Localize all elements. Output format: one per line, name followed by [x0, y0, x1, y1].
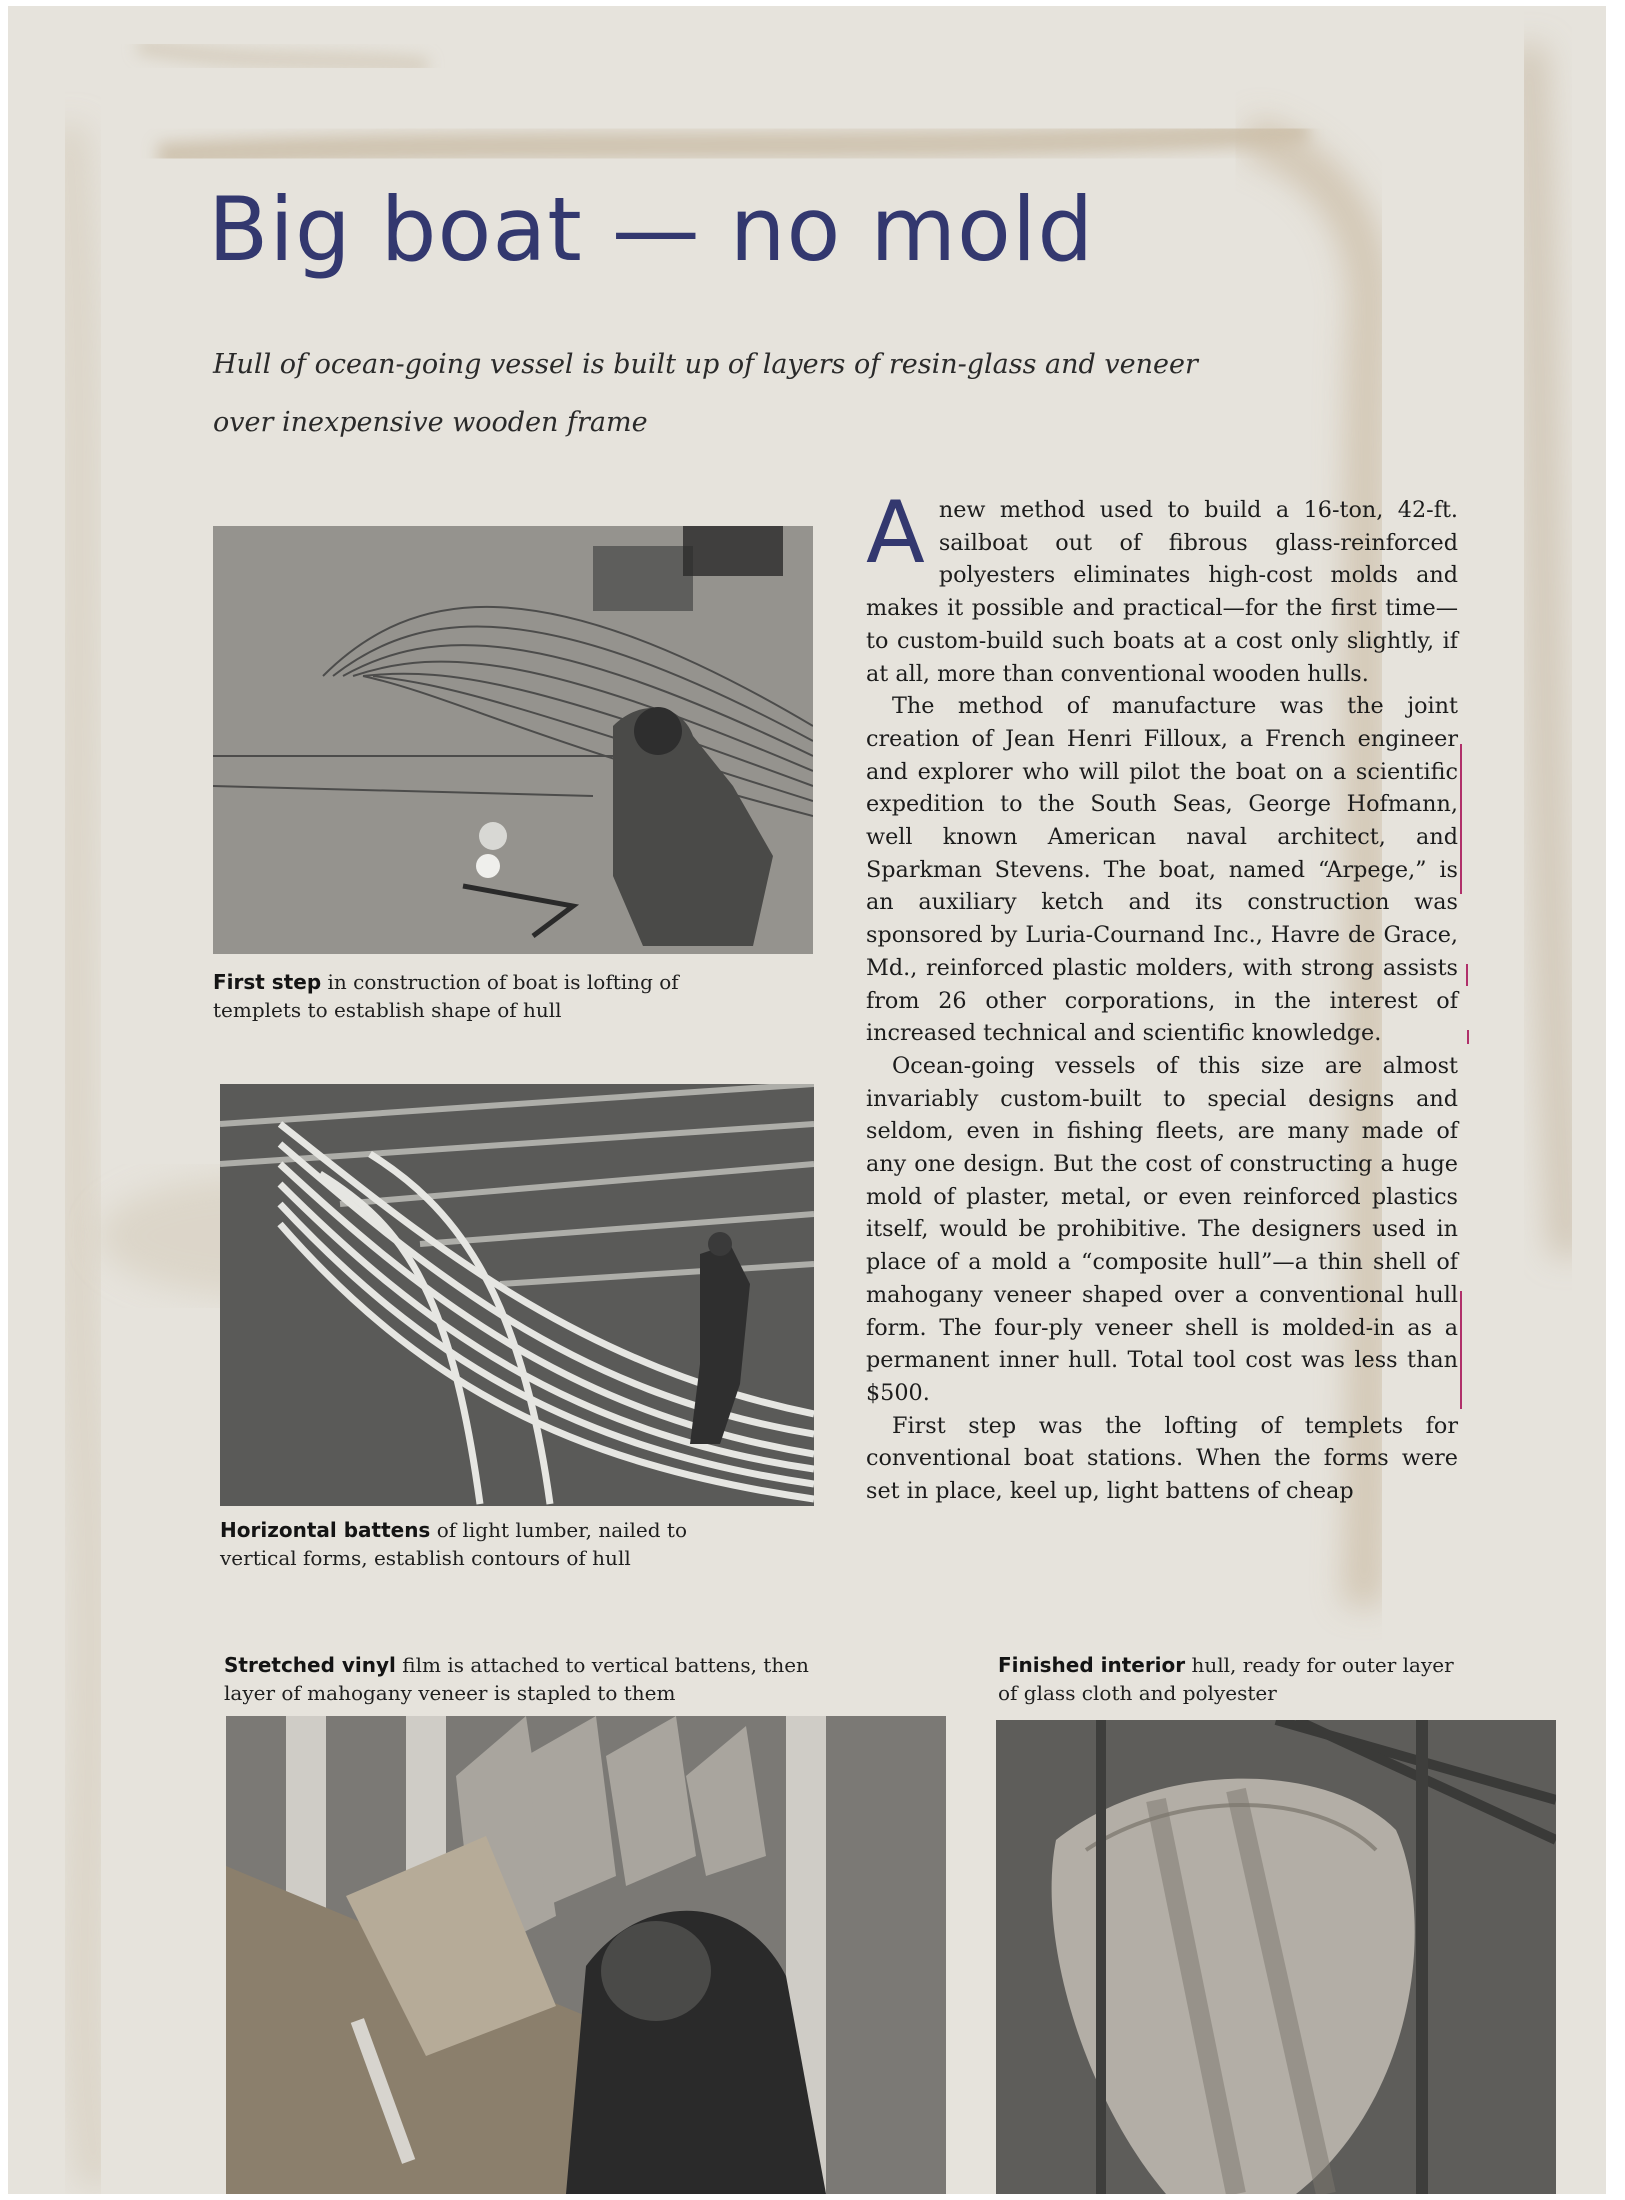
interior-caption	[998, 1651, 1458, 1707]
caption-text: of light lumber, nailed to vertical forms, establish contours of hull	[220, 1518, 688, 1570]
caption-lead: Horizontal battens	[220, 1518, 431, 1542]
margin-mark	[1467, 1030, 1469, 1044]
caption-text: hull, ready for outer layer of glass cloth and polyester	[998, 1653, 1454, 1705]
margin-mark	[1460, 744, 1462, 894]
magazine-page	[8, 6, 1606, 2194]
interior-hull-photo	[996, 1720, 1556, 2194]
drop-cap: A	[866, 483, 925, 583]
vinyl-caption	[224, 1651, 864, 1707]
battens-photo	[220, 1084, 814, 1506]
caption-lead: Stretched vinyl	[224, 1653, 396, 1677]
margin-mark	[1466, 964, 1468, 986]
battens-caption	[220, 1516, 750, 1572]
lofting-caption	[213, 968, 733, 1024]
caption-lead: First step	[213, 970, 322, 994]
paragraph-1	[866, 483, 1458, 690]
margin-mark	[1460, 1291, 1462, 1409]
veneer-photo	[226, 1716, 946, 2194]
caption-text: film is attached to vertical battens, then layer of mahogany veneer is stapled to them	[224, 1653, 809, 1705]
caption-lead: Finished interior	[998, 1653, 1186, 1677]
article-subtitle: Hull of ocean-going vessel is built up of layers of resin-glass and veneer over inexpensive wooden frame	[213, 349, 1198, 438]
caption-text: in construction of boat is lofting of templets to establish shape of hull	[213, 970, 679, 1022]
paragraph-1-text: new method used to build a 16-ton, 42-ft. sailboat out of fibrous glass-reinforced polyesters eliminates high-cost molds and makes it possible and practical—for the first time—to custom-build such boats at a cost only slightly, if at all, more than conventional wooden hulls.	[866, 497, 1458, 687]
lofting-photo	[213, 526, 813, 954]
article-body	[866, 483, 1458, 1508]
paragraph-4: First step was the lofting of templets for conventional boat stations. When the forms were set in place, keel up, light battens of cheap	[866, 1412, 1458, 1505]
article-title: Big boat — no mold	[208, 178, 1095, 281]
paragraph-3: Ocean-going vessels of this size are almost invariably custom-built to special designs and seldom, even in fishing fleets, are many made of any one design. But the cost of constructing a huge mold of plaster, metal, or even reinforced plastics itself, would be prohibitive. The designers used in place of a mold a “composite hull”—a thin shell of mahogany veneer shaped over a conventional hull form. The four-ply veneer shell is molded-in as a permanent inner hull. Total tool cost was less than $500.	[866, 1052, 1458, 1406]
paragraph-2: The method of manufacture was the joint creation of Jean Henri Filloux, a French engineer and explorer who will pilot the boat on a scientific expedition to the South Seas, George Hofmann, well known American naval architect, and Sparkman Stevens. The boat, named “Arpege,” is an auxiliary ketch and its construction was sponsored by Luria-Cournand Inc., Havre de Grace, Md., reinforced plastic molders, with strong assists from 26 other corporations, in the interest of increased technical and scientific knowledge.	[866, 693, 1458, 1047]
